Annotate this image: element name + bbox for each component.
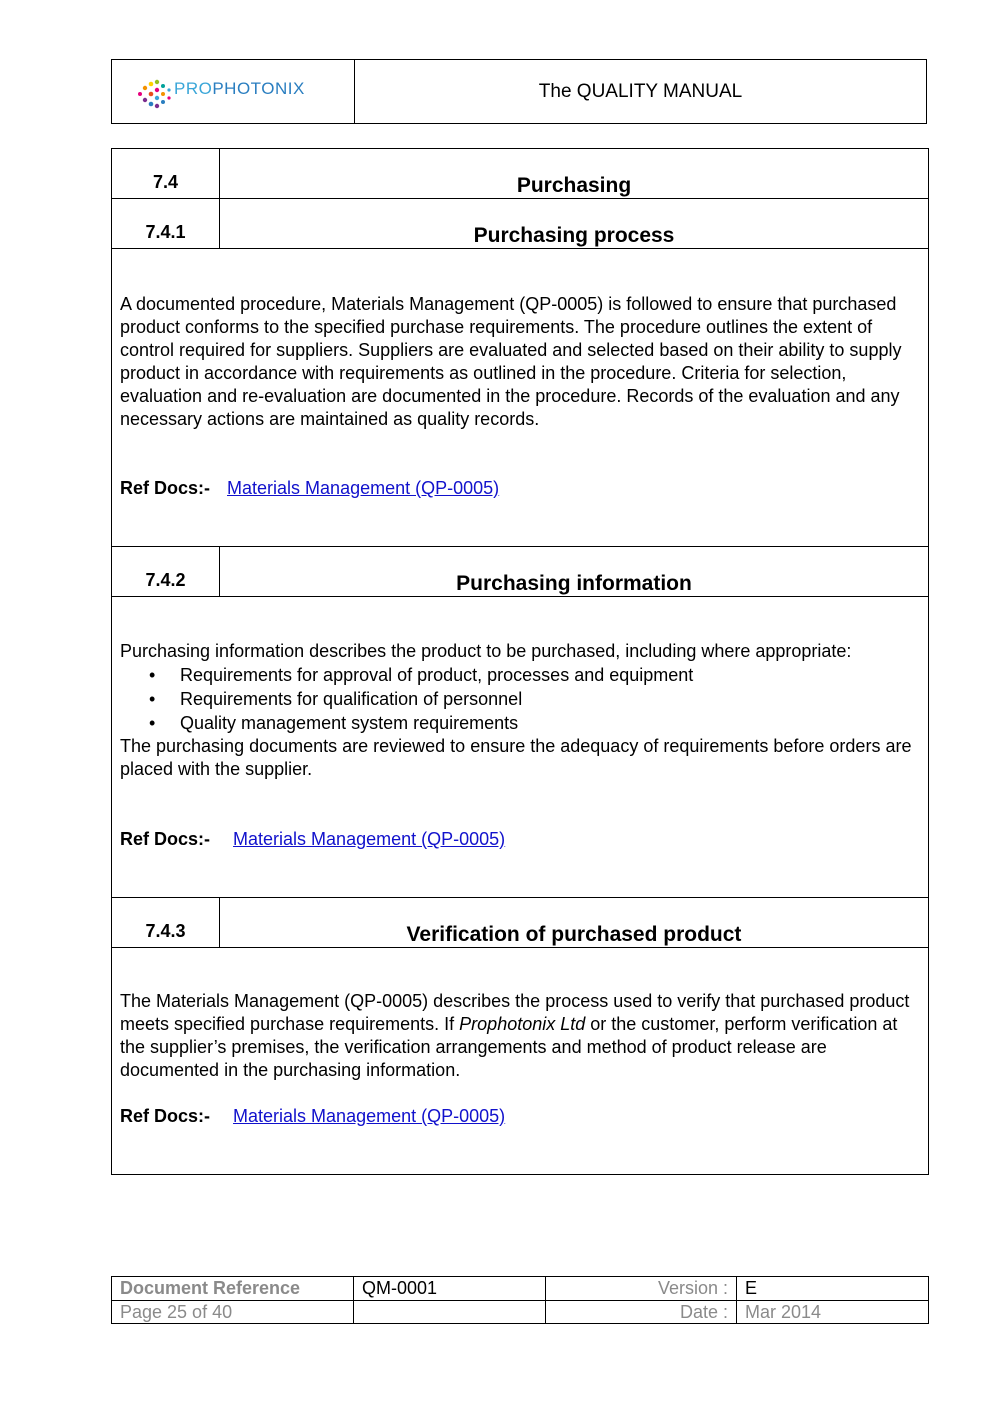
- date-label: Date :: [679, 1302, 728, 1322]
- doc-ref-value: QM-0001: [362, 1278, 438, 1298]
- list-item: • Requirements for qualification of personnel: [180, 687, 922, 711]
- section-number: 7.4: [112, 149, 220, 198]
- paragraph-text: The Materials Management (QP-0005) describes the process used to verify that purchased product meets specified purchase requirements. If: [120, 991, 910, 1034]
- date-value: Mar 2014: [745, 1302, 822, 1322]
- section-7-4-3-header: [112, 898, 928, 948]
- section-number: 7.4.3: [112, 898, 220, 947]
- company-name: Prophotonix Ltd: [459, 1014, 586, 1034]
- section-7-4-1-body: [120, 293, 922, 431]
- section-number: 7.4.1: [112, 199, 220, 248]
- section-title: Purchasing information: [456, 572, 692, 595]
- logo-wordmark: [174, 79, 305, 99]
- ref-docs-link[interactable]: Materials Management (QP-0005): [233, 1106, 506, 1126]
- paragraph: A documented procedure, Materials Management (QP-0005) is followed to ensure that purchased product conforms to the specified purchase requirements. The procedure outlines the extent of control required for suppliers. Suppliers are evaluated and selected based on their ability to supply product in accordance with requirements as outlined in the procedure. Criteria for selection, evaluation and re-evaluation are documented in the procedure. Records of the evaluation and any necessary actions are maintained as quality records.: [120, 294, 902, 429]
- section-number: 7.4.2: [112, 547, 220, 596]
- requirements-list: [120, 663, 922, 735]
- logo-photonix: PHOTONIX: [212, 79, 305, 98]
- logo: [112, 60, 355, 123]
- ref-docs-link[interactable]: Materials Management (QP-0005): [233, 829, 506, 849]
- list-item: • Requirements for approval of product, processes and equipment: [180, 663, 922, 687]
- document-footer: [111, 1276, 929, 1324]
- ref-docs-7-4-2: [120, 829, 505, 850]
- version-label: Version :: [657, 1278, 728, 1298]
- ref-docs-7-4-3: [120, 1106, 505, 1127]
- version-value: E: [745, 1278, 758, 1298]
- page-number: Page 25 of 40: [120, 1302, 233, 1322]
- section-table: [111, 148, 929, 1175]
- section-7-4-2-body: [120, 640, 922, 781]
- section-7-4-1-header: [112, 199, 928, 249]
- ref-docs-label: Ref Docs:-: [120, 478, 211, 498]
- section-title: Verification of purchased product: [406, 923, 742, 946]
- section-7-4-2-header: [112, 547, 928, 597]
- paragraph-closing: The purchasing documents are reviewed to ensure the adequacy of requirements before orders are placed with the supplier.: [120, 736, 912, 779]
- ref-docs-label: Ref Docs:-: [120, 829, 211, 849]
- document-title: The QUALITY MANUAL: [538, 80, 743, 102]
- ref-docs-link[interactable]: Materials Management (QP-0005): [227, 478, 500, 498]
- ref-docs-7-4-1: [120, 478, 499, 499]
- list-item: • Quality management system requirements: [180, 711, 922, 735]
- section-7-4-header: [112, 149, 928, 199]
- doc-ref-label: Document Reference: [120, 1278, 301, 1298]
- ref-docs-label: Ref Docs:-: [120, 1106, 211, 1126]
- section-title: Purchasing: [516, 174, 632, 197]
- paragraph: [120, 990, 922, 1082]
- section-title: Purchasing process: [473, 224, 675, 247]
- section-7-4-3-body: [120, 990, 922, 1082]
- document-header: [111, 59, 927, 124]
- photonix-logo-icon: [134, 76, 174, 112]
- paragraph-text: or the customer, perform verification at the supplier’s premises, the verification arrangements and method of product release are documented in the purchasing information.: [120, 1014, 898, 1080]
- paragraph-intro: Purchasing information describes the product to be purchased, including where appropriate:: [120, 641, 852, 661]
- logo-pro: PRO: [174, 79, 213, 98]
